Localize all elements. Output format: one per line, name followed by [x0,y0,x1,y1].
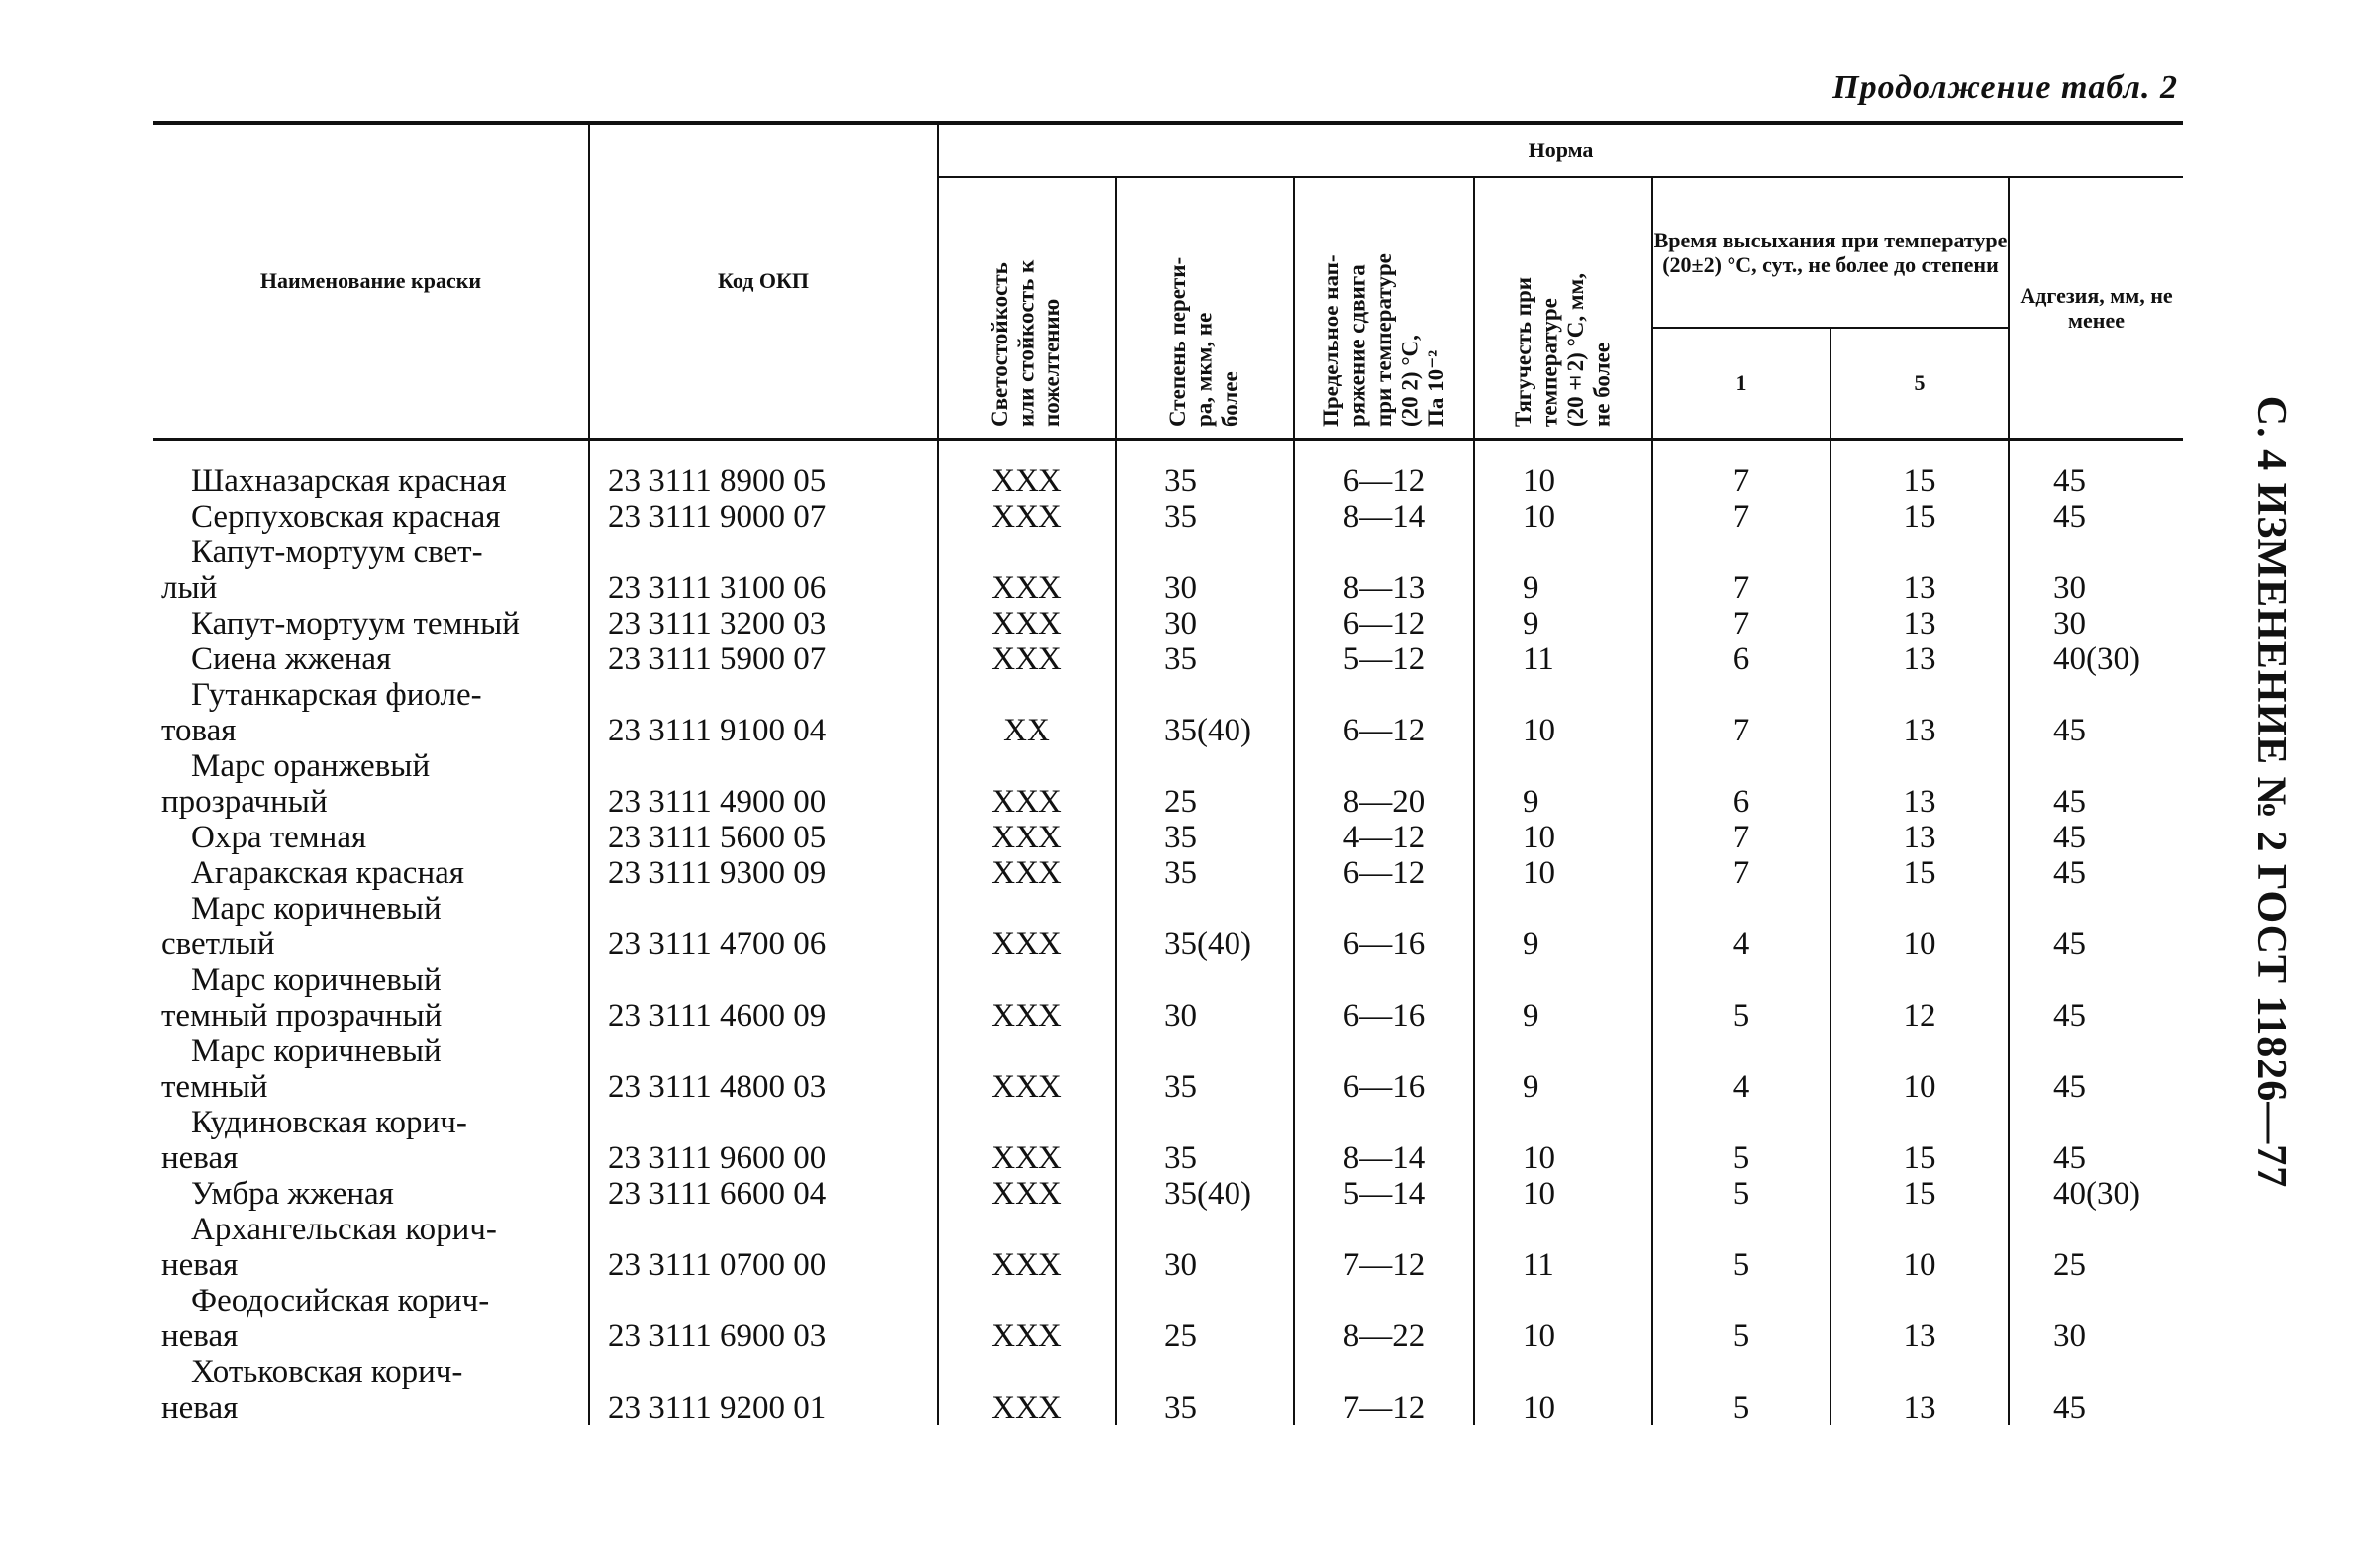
drying-degree-1-cell: 7 [1652,606,1831,641]
paint-name-line: Сиена жженая [191,641,392,677]
adhesion-cell: 45 [2009,855,2183,891]
okp-code-cell: 23 3111 3200 03 [589,606,938,641]
drying-degree-5-cell: 12 [1831,962,2009,1033]
paint-name-line: Серпуховская красная [191,499,501,535]
grind-degree-cell: 30 [1116,962,1294,1033]
paint-name-line: светлый [161,927,275,962]
drying-degree-1-cell: 7 [1652,535,1831,606]
paint-name-cell [153,535,589,606]
shear-stress-cell: 6—12 [1294,855,1474,891]
lightfastness-cell: XXX [938,1354,1116,1425]
header-okp-code: Код ОКП [589,123,938,440]
drying-degree-5-cell: 15 [1831,1176,2009,1212]
paint-name-cell [153,1283,589,1354]
grind-degree-cell: 35 [1116,820,1294,855]
adhesion-cell: 40(30) [2009,641,2183,677]
adhesion-cell: 45 [2009,891,2183,962]
okp-code-cell: 23 3111 9200 01 [589,1354,938,1425]
drying-degree-5-cell: 15 [1831,1105,2009,1176]
tackiness-cell: 10 [1474,1354,1652,1425]
tackiness-cell: 9 [1474,1033,1652,1105]
drying-degree-5-cell: 15 [1831,463,2009,499]
tackiness-cell: 9 [1474,891,1652,962]
drying-degree-5-cell: 13 [1831,820,2009,855]
shear-stress-cell: 8—13 [1294,535,1474,606]
shear-stress-cell: 4—12 [1294,820,1474,855]
header-paint-name: Наименование краски [153,123,589,440]
lightfastness-cell: XXX [938,1105,1116,1176]
paint-name-line: невая [161,1319,239,1354]
tackiness-cell: 11 [1474,641,1652,677]
drying-degree-1-cell: 7 [1652,855,1831,891]
okp-code-cell: 23 3111 6600 04 [589,1176,938,1212]
adhesion-cell: 30 [2009,606,2183,641]
drying-degree-1-cell: 4 [1652,891,1831,962]
table-row [153,641,2183,677]
paint-name-cell [153,499,589,535]
table-row [153,1033,2183,1105]
paint-name-line: Шахназарская красная [191,463,507,499]
paint-name-line: лый [161,570,218,606]
tackiness-cell: 10 [1474,677,1652,748]
adhesion-cell: 30 [2009,535,2183,606]
drying-degree-5-cell: 15 [1831,499,2009,535]
tackiness-cell: 9 [1474,535,1652,606]
paint-name-line: Марс оранжевый [191,748,431,784]
table-continuation-caption: Продолжение табл. 2 [1832,69,2178,106]
shear-stress-cell: 6—16 [1294,891,1474,962]
shear-stress-cell: 6—12 [1294,463,1474,499]
drying-degree-1-cell: 5 [1652,1283,1831,1354]
paint-name-cell [153,606,589,641]
table-row [153,463,2183,499]
tackiness-cell: 10 [1474,1176,1652,1212]
paint-name-line: Агаракская красная [191,855,464,891]
lightfastness-cell: XXX [938,499,1116,535]
drying-degree-1-cell: 7 [1652,499,1831,535]
grind-degree-cell: 35 [1116,641,1294,677]
table-row [153,962,2183,1033]
drying-degree-5-cell: 10 [1831,1212,2009,1283]
drying-degree-5-cell: 10 [1831,891,2009,962]
lightfastness-cell: XXX [938,1033,1116,1105]
drying-degree-1-cell: 7 [1652,463,1831,499]
shear-stress-cell: 6—16 [1294,1033,1474,1105]
grind-degree-cell: 35(40) [1116,891,1294,962]
tackiness-cell: 11 [1474,1212,1652,1283]
adhesion-cell: 45 [2009,962,2183,1033]
paint-name-line: невая [161,1140,239,1176]
paint-name-line: темный прозрачный [161,998,443,1033]
lightfastness-cell: XXX [938,820,1116,855]
shear-stress-cell: 7—12 [1294,1354,1474,1425]
table-row [153,820,2183,855]
lightfastness-cell: XXX [938,891,1116,962]
lightfastness-cell: XXX [938,463,1116,499]
table-row [153,748,2183,820]
okp-code-cell: 23 3111 4700 06 [589,891,938,962]
okp-code-cell: 23 3111 4900 00 [589,748,938,820]
lightfastness-cell: XXX [938,748,1116,820]
shear-stress-cell: 8—20 [1294,748,1474,820]
tackiness-cell: 9 [1474,748,1652,820]
lightfastness-cell: XXX [938,855,1116,891]
shear-stress-cell: 5—14 [1294,1176,1474,1212]
lightfastness-cell: XX [938,677,1116,748]
paint-name-line: товая [161,713,237,748]
shear-stress-cell: 7—12 [1294,1212,1474,1283]
tackiness-cell: 10 [1474,855,1652,891]
adhesion-cell: 25 [2009,1212,2183,1283]
shear-stress-cell: 5—12 [1294,641,1474,677]
adhesion-cell: 30 [2009,1283,2183,1354]
adhesion-cell: 45 [2009,820,2183,855]
table-row [153,1283,2183,1354]
paint-name-line: Марс коричневый [191,962,442,998]
paint-name-line: Капут-мортуум свет- [191,535,483,570]
drying-degree-5-cell: 13 [1831,677,2009,748]
tackiness-cell: 10 [1474,499,1652,535]
lightfastness-cell: XXX [938,535,1116,606]
shear-stress-cell: 6—12 [1294,677,1474,748]
tackiness-cell: 10 [1474,1105,1652,1176]
table-row [153,1105,2183,1176]
tackiness-cell: 9 [1474,606,1652,641]
table-row [153,499,2183,535]
grind-degree-cell: 35 [1116,1033,1294,1105]
paint-name-cell [153,1176,589,1212]
grind-degree-cell: 30 [1116,535,1294,606]
drying-degree-5-cell: 13 [1831,1283,2009,1354]
paint-name-line: Архангельская корич- [191,1212,497,1247]
shear-stress-cell: 8—14 [1294,499,1474,535]
paint-name-cell [153,463,589,499]
header-adhesion: Адгезия, мм, не менее [2009,177,2183,440]
paint-name-cell [153,1212,589,1283]
okp-code-cell: 23 3111 8900 05 [589,463,938,499]
table-body [153,440,2183,1425]
paint-name-line: невая [161,1390,239,1425]
drying-degree-1-cell: 6 [1652,641,1831,677]
shear-stress-cell: 8—22 [1294,1283,1474,1354]
header-shear-stress: Предельное нап- ряжение сдвига при температуре (20 2) °С, Па 10⁻² [1294,177,1474,440]
adhesion-cell: 45 [2009,1105,2183,1176]
okp-code-cell: 23 3111 4600 09 [589,962,938,1033]
drying-degree-1-cell: 5 [1652,962,1831,1033]
paint-name-line: Гутанкарская фиоле- [191,677,482,713]
paint-name-line: Феодосийская корич- [191,1283,490,1319]
table-row [153,1354,2183,1425]
okp-code-cell: 23 3111 9000 07 [589,499,938,535]
header-degree-5: 5 [1831,328,2009,440]
paint-name-cell [153,891,589,962]
grind-degree-cell: 35 [1116,463,1294,499]
okp-code-cell: 23 3111 6900 03 [589,1283,938,1354]
tackiness-cell: 10 [1474,1283,1652,1354]
drying-degree-1-cell: 5 [1652,1105,1831,1176]
paint-name-line: Марс коричневый [191,891,442,927]
paint-name-line: Хотьковская корич- [191,1354,463,1390]
drying-degree-5-cell: 10 [1831,1033,2009,1105]
grind-degree-cell: 35 [1116,1105,1294,1176]
okp-code-cell: 23 3111 4800 03 [589,1033,938,1105]
lightfastness-cell: XXX [938,1212,1116,1283]
paint-name-line: Умбра жженая [191,1176,394,1212]
okp-code-cell: 23 3111 9600 00 [589,1105,938,1176]
tackiness-cell: 9 [1474,962,1652,1033]
paint-name-cell [153,1354,589,1425]
lightfastness-cell: XXX [938,606,1116,641]
okp-code-cell: 23 3111 3100 06 [589,535,938,606]
table-row [153,1212,2183,1283]
paint-name-cell [153,1105,589,1176]
adhesion-cell: 45 [2009,499,2183,535]
shear-stress-cell: 8—14 [1294,1105,1474,1176]
drying-degree-1-cell: 7 [1652,820,1831,855]
header-norm: Норма [938,123,2183,177]
lightfastness-cell: XXX [938,641,1116,677]
drying-degree-5-cell: 13 [1831,1354,2009,1425]
drying-degree-5-cell: 13 [1831,748,2009,820]
paint-name-line: темный [161,1069,268,1105]
paint-name-line: невая [161,1247,239,1283]
header-drying-time: Время высыхания при температуре (20±2) °С, сут., не более до степени [1652,177,2009,328]
header-grind-degree: Степень перети- ра, мкм, не более [1116,177,1294,440]
shear-stress-cell: 6—12 [1294,606,1474,641]
grind-degree-cell: 35 [1116,1354,1294,1425]
paint-name-cell [153,962,589,1033]
table-row [153,677,2183,748]
tackiness-cell: 10 [1474,820,1652,855]
adhesion-cell: 45 [2009,1033,2183,1105]
header-degree-1: 1 [1652,328,1831,440]
drying-degree-5-cell: 15 [1831,855,2009,891]
lightfastness-cell: XXX [938,962,1116,1033]
header-lightfastness: Светостойкость или стойкость к пожелтению [938,177,1116,440]
drying-degree-1-cell: 5 [1652,1176,1831,1212]
paint-name-cell [153,820,589,855]
okp-code-cell: 23 3111 5900 07 [589,641,938,677]
tackiness-cell: 10 [1474,463,1652,499]
grind-degree-cell: 35(40) [1116,1176,1294,1212]
header-tackiness: Тягучесть при температуре (20±2) °С, мм, не более [1474,177,1652,440]
paint-name-line: прозрачный [161,784,328,820]
paint-name-cell [153,748,589,820]
drying-degree-1-cell: 4 [1652,1033,1831,1105]
adhesion-cell: 45 [2009,748,2183,820]
paint-name-line: Капут-мортуум темный [191,606,520,641]
adhesion-cell: 40(30) [2009,1176,2183,1212]
okp-code-cell: 23 3111 9100 04 [589,677,938,748]
lightfastness-cell: XXX [938,1283,1116,1354]
standard-change-side-label: С. 4 ИЗМЕНЕНИЕ № 2 ГОСТ 11826—77 [2248,395,2294,1189]
adhesion-cell: 45 [2009,463,2183,499]
drying-degree-1-cell: 5 [1652,1212,1831,1283]
drying-degree-1-cell: 7 [1652,677,1831,748]
drying-degree-1-cell: 5 [1652,1354,1831,1425]
lightfastness-cell: XXX [938,1176,1116,1212]
adhesion-cell: 45 [2009,677,2183,748]
shear-stress-cell: 6—16 [1294,962,1474,1033]
paint-name-cell [153,855,589,891]
paint-name-line: Марс коричневый [191,1033,442,1069]
grind-degree-cell: 35 [1116,855,1294,891]
table-row [153,891,2183,962]
grind-degree-cell: 35 [1116,499,1294,535]
adhesion-cell: 45 [2009,1354,2183,1425]
okp-code-cell: 23 3111 9300 09 [589,855,938,891]
table-row [153,606,2183,641]
grind-degree-cell: 25 [1116,748,1294,820]
drying-degree-1-cell: 6 [1652,748,1831,820]
drying-degree-5-cell: 13 [1831,535,2009,606]
grind-degree-cell: 30 [1116,606,1294,641]
table-row [153,535,2183,606]
paint-name-cell [153,641,589,677]
table-row [153,855,2183,891]
okp-code-cell: 23 3111 0700 00 [589,1212,938,1283]
paint-name-cell [153,1033,589,1105]
grind-degree-cell: 25 [1116,1283,1294,1354]
paint-name-line: Кудиновская корич- [191,1105,467,1140]
paint-name-line: Охра темная [191,820,367,855]
paint-name-cell [153,677,589,748]
paint-norms-table [153,121,2183,1425]
drying-degree-5-cell: 13 [1831,606,2009,641]
grind-degree-cell: 35(40) [1116,677,1294,748]
grind-degree-cell: 30 [1116,1212,1294,1283]
drying-degree-5-cell: 13 [1831,641,2009,677]
okp-code-cell: 23 3111 5600 05 [589,820,938,855]
table-row [153,1176,2183,1212]
